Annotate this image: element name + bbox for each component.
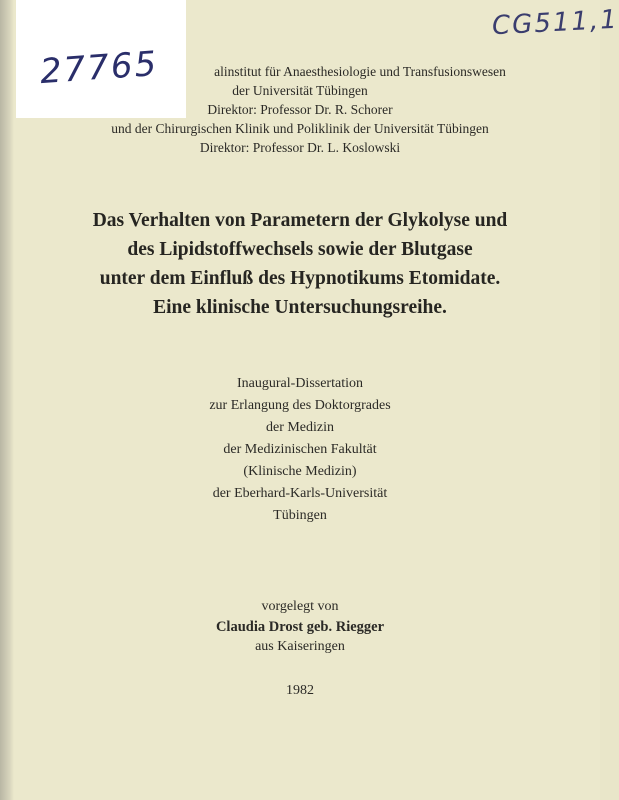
author-origin: aus Kaiseringen — [255, 639, 345, 654]
header-line: der Universität Tübingen — [232, 83, 368, 98]
header-line: Direktor: Professor Dr. R. Schorer — [207, 102, 393, 117]
dissertation-line: zur Erlangung des Doktorgrades — [209, 398, 391, 413]
dissertation-line: Inaugural-Dissertation — [237, 376, 363, 391]
publication-year: 1982 — [286, 683, 314, 698]
dissertation-line: der Medizinischen Fakultät — [223, 442, 377, 457]
handwritten-shelf-mark: CG511,1 — [491, 4, 619, 42]
dissertation-line: der Eberhard-Karls-Universität — [212, 486, 388, 501]
author-block — [0, 597, 600, 657]
title-line: des Lipidstoffwechsels sowie der Blutgase — [127, 239, 473, 260]
dissertation-title — [0, 206, 600, 322]
dissertation-line: (Klinische Medizin) — [243, 464, 357, 479]
dissertation-statement — [0, 373, 600, 527]
title-line: Das Verhalten von Parametern der Glykolyse und — [92, 210, 508, 231]
handwritten-accession-number: 27765 — [38, 43, 160, 93]
presented-by-label: vorgelegt von — [261, 599, 339, 614]
institution-header — [0, 62, 600, 157]
header-line: alinstitut für Anaesthesiologie und Transfusionswesen — [214, 64, 506, 79]
header-line: und der Chirurgischen Klinik und Poliklinik der Universität Tübingen — [111, 121, 489, 136]
author-name: Claudia Drost geb. Riegger — [215, 619, 385, 635]
title-line: Eine klinische Untersuchungsreihe. — [153, 297, 447, 318]
title-line: unter dem Einfluß des Hypnotikums Etomidate. — [99, 268, 501, 289]
dissertation-line: Tübingen — [273, 508, 327, 523]
header-line: Direktor: Professor Dr. L. Koslowski — [199, 140, 401, 155]
dissertation-line: der Medizin — [265, 420, 335, 435]
